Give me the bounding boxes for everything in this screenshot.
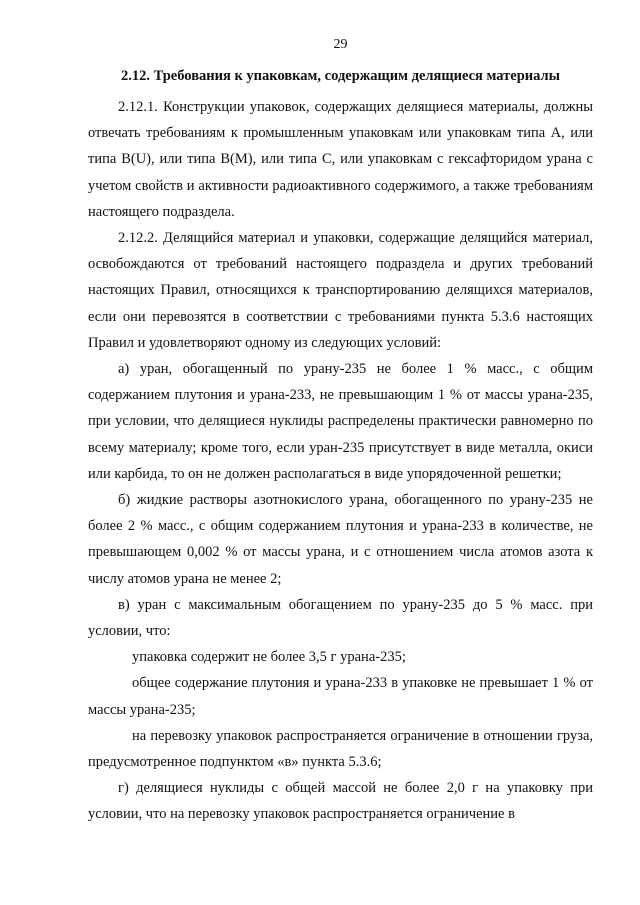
condition-g: г) делящиеся нуклиды с общей массой не более 2,0 г на упаковку при условии, что на перевозку упаковок распространяется ограничение в <box>88 780 593 823</box>
condition-v-item-2: общее содержание плутония и урана-233 в упаковке не превышает 1 % от массы урана-235; <box>88 675 593 718</box>
paragraph-2-12-2: 2.12.2. Делящийся материал и упаковки, содержащие делящийся материал, освобождаются от требований настоящего подраздела и других требований настоящих Правил, относящихся к транспортированию делящихся материалов, если они перевозятся в соответствии с требованиями пункта 5.3.6 настоящих Правил и удовлетворяют одному из следующих условий: <box>88 230 593 351</box>
condition-v-item-1: упаковка содержит не более 3,5 г урана-235; <box>132 649 406 666</box>
condition-v-item-3: на перевозку упаковок распространяется ограничение в отношении груза, предусмотренное подпунктом «в» пункта 5.3.6; <box>88 727 593 771</box>
page-number: 29 <box>333 37 348 52</box>
document-page <box>88 0 593 905</box>
paragraph-2-12-1: 2.12.1. Конструкции упаковок, содержащих делящиеся материалы, должны отвечать требованиям к промышленным упаковкам или упаковкам типа A, или типа B(U), или типа B(M), или типа C, или упаковкам с гексафторидом урана с учетом свойств и активности радиоактивного содержимого, а также требованиям настоящего подраздела. <box>88 99 593 220</box>
body-text <box>88 94 593 828</box>
section-heading: 2.12. Требования к упаковкам, содержащим делящиеся материалы <box>121 68 560 84</box>
condition-v: в) уран с максимальным обогащением по урану-235 до 5 % масс. при условии, что: <box>88 596 593 640</box>
condition-b: б) жидкие растворы азотнокислого урана, обогащенного по урану-235 не более 2 % масс., с общим содержанием плутония и урана-233 в количестве, не превышающем 0,002 % от массы урана, и с отношением числа атомов азота к числу атомов урана не менее 2; <box>88 492 593 587</box>
condition-a: а) уран, обогащенный по урану-235 не более 1 % масс., с общим содержанием плутония и урана-233, не превышающим 1 % от массы урана-235, при условии, что делящиеся нуклиды распределены практически равномерно по всему материалу; кроме того, если уран-235 присутствует в виде металла, окиси или карбида, то он не должен располагаться в виде упорядоченной решетки; <box>88 361 593 482</box>
